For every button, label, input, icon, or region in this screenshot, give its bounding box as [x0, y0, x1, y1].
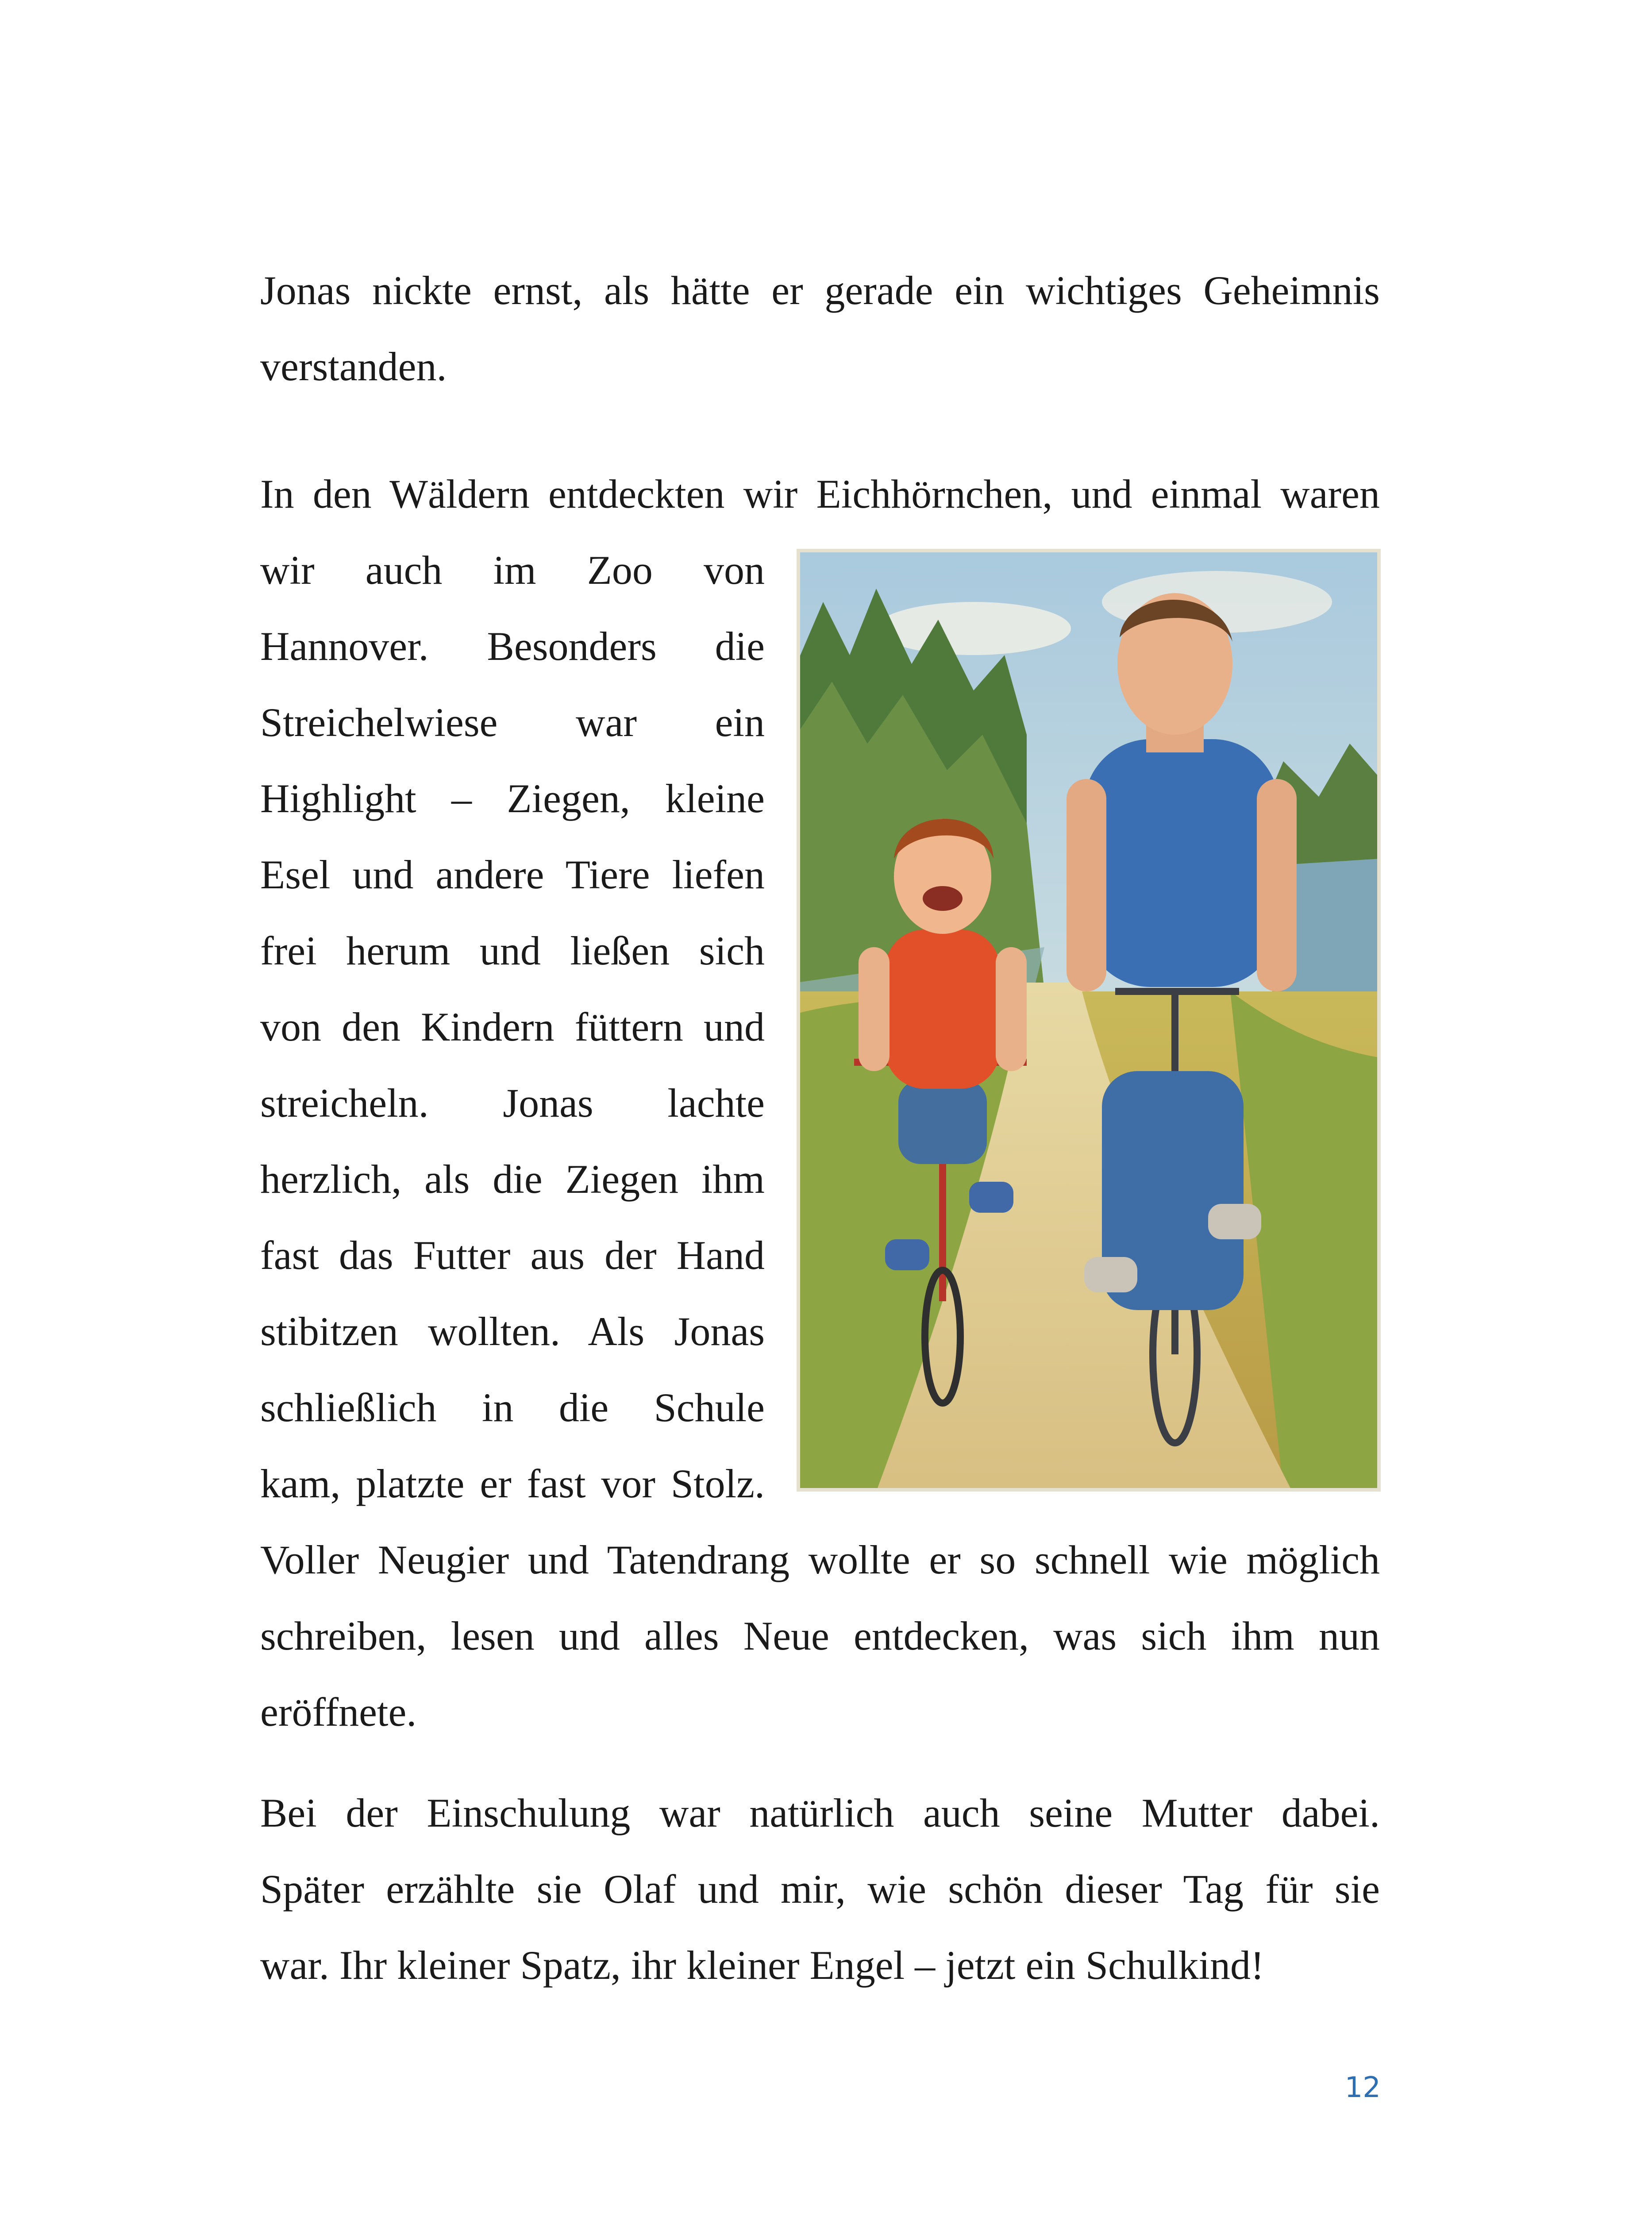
text-line: von den Kindern füttern und — [260, 1004, 765, 1049]
text-line: war. Ihr kleiner Spatz, ihr kleiner Engel – jetzt ein Schulkind! — [260, 1943, 1264, 1988]
paragraph-3 — [260, 1775, 1380, 2003]
paragraph-2-continuation — [260, 1522, 1380, 1750]
paragraph-1 — [260, 252, 1380, 405]
page-number: 12 — [1344, 2071, 1381, 2104]
text-line: eröffnete. — [260, 1689, 417, 1735]
paragraph-2-intro — [260, 456, 1380, 532]
text-line: schließlich in die Schule — [260, 1385, 765, 1430]
text-line: Voller Neugier und Tatendrang wollte er so schnell wie möglich — [260, 1537, 1380, 1582]
text-line: Später erzählte sie Olaf und mir, wie schön dieser Tag für sie — [260, 1866, 1380, 1912]
text-line: Jonas nickte ernst, als hätte er gerade ein wichtiges Geheimnis — [260, 268, 1380, 313]
text-line: streicheln. Jonas lachte — [260, 1080, 765, 1126]
text-line: kam, platzte er fast vor Stolz. — [260, 1461, 765, 1506]
text-line: wir auch im Zoo von — [260, 547, 765, 593]
text-line: fast das Futter aus der Hand — [260, 1233, 765, 1278]
text-line: Hannover. Besonders die — [260, 624, 765, 669]
text-line: stibitzen wollten. Als Jonas — [260, 1309, 765, 1354]
illustration-icon — [797, 549, 1381, 1492]
text-line: Streichelwiese war ein — [260, 700, 765, 745]
text-line: Esel und andere Tiere liefen — [260, 852, 765, 897]
text-line: schreiben, lesen und alles Neue entdecken, was sich ihm nun — [260, 1613, 1380, 1658]
text-line: Highlight – Ziegen, kleine — [260, 776, 765, 821]
text-line: verstanden. — [260, 344, 447, 389]
father-son-cycling-illustration — [797, 549, 1381, 1492]
text-line: herzlich, als die Ziegen ihm — [260, 1157, 765, 1202]
text-line: frei herum und ließen sich — [260, 928, 765, 973]
paragraph-2-wrapped-column — [260, 532, 765, 1522]
text-line: Bei der Einschulung war natürlich auch seine Mutter dabei. — [260, 1790, 1380, 1835]
text-line: In den Wäldern entdeckten wir Eichhörnchen, und einmal waren — [260, 471, 1380, 517]
